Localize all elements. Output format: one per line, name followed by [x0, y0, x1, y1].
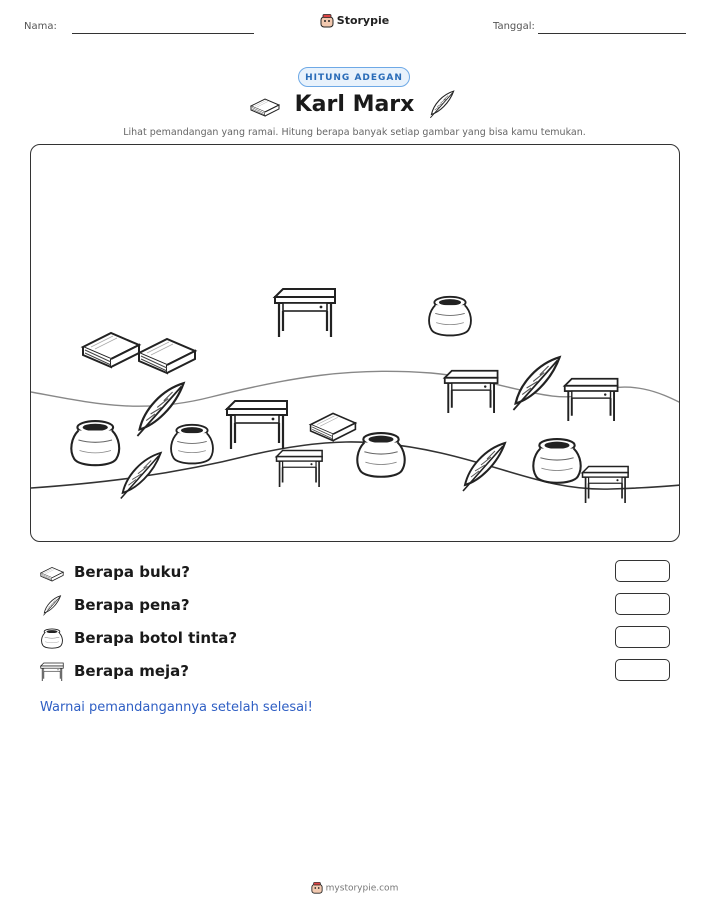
closing-instruction: Warnai pemandangannya setelah selesai!: [40, 700, 313, 715]
desk-6: [583, 467, 629, 503]
quill-icon: [428, 90, 456, 120]
question-pens: [40, 593, 670, 619]
ink-pot-3: [171, 425, 213, 464]
book-icon: [40, 562, 64, 584]
question-ink-pots: [40, 626, 670, 652]
desk-3: [445, 371, 498, 413]
brand-name: Storypie: [336, 14, 390, 27]
storypie-logo-icon: [320, 14, 334, 28]
instructions: Lihat pemandangan yang ramai. Hitung berapa banyak setiap gambar yang bisa kamu temukan.: [123, 127, 586, 138]
answer-box-books[interactable]: [615, 560, 670, 582]
footer: [0, 882, 709, 894]
book-1: [83, 333, 139, 367]
desk-5: [277, 451, 323, 487]
answer-box-desks[interactable]: [615, 659, 670, 681]
ink-pot-1: [429, 297, 471, 336]
ink-pot-4: [357, 433, 404, 477]
question-books: [40, 560, 670, 586]
question-desks: [40, 659, 670, 685]
desk-icon: [40, 661, 64, 683]
ink-pot-2: [71, 421, 119, 465]
name-field[interactable]: [72, 33, 254, 34]
date-label: Tanggal:: [493, 21, 535, 32]
date-field[interactable]: [538, 33, 686, 34]
book-3: [311, 413, 356, 440]
quill-icon: [40, 595, 64, 617]
question-text: Berapa buku?: [74, 563, 190, 581]
footer-link[interactable]: mystorypie.com: [325, 883, 399, 894]
question-text: Berapa botol tinta?: [74, 629, 238, 647]
answer-box-pens[interactable]: [615, 593, 670, 615]
page-title: Karl Marx: [294, 92, 415, 117]
book-2: [139, 339, 195, 373]
quill-4: [463, 443, 505, 491]
ink-pot-icon: [40, 628, 64, 650]
answer-box-ink-pots[interactable]: [615, 626, 670, 648]
desk-1: [275, 289, 335, 337]
quill-2: [121, 453, 161, 499]
brand-logo: [0, 14, 709, 28]
quill-3: [513, 357, 559, 410]
question-text: Berapa meja?: [74, 662, 189, 680]
name-label: Nama:: [24, 21, 57, 32]
section-badge: HITUNG ADEGAN: [298, 67, 410, 87]
storypie-logo-icon: [311, 882, 323, 894]
desk-4: [565, 379, 618, 421]
question-text: Berapa pena?: [74, 596, 190, 614]
desk-2: [227, 401, 287, 449]
ink-pot-5: [533, 439, 580, 483]
counting-scene: [30, 144, 680, 542]
